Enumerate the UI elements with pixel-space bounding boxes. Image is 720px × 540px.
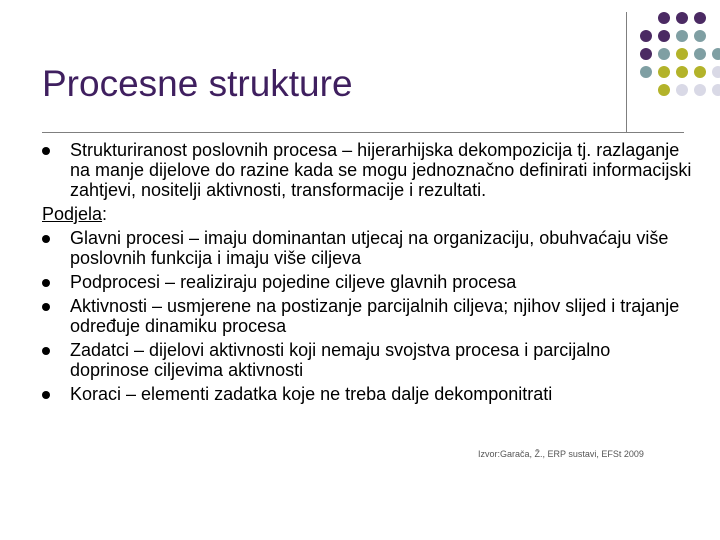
bullet-item	[42, 228, 692, 268]
division-heading-label: Podjela	[42, 204, 103, 224]
decorative-dot	[658, 84, 670, 96]
bullet-icon	[42, 303, 50, 311]
bullet-text: Podprocesi – realiziraju pojedine ciljeve glavnih procesa	[70, 272, 517, 292]
title-underline-divider	[42, 132, 684, 133]
bullet-text: Zadatci – dijelovi aktivnosti koji nemaju svojstva procesa i parcijalno doprinose ciljevima aktivnosti	[70, 340, 611, 380]
bullet-icon	[42, 391, 50, 399]
decorative-dot	[712, 84, 720, 96]
vertical-divider	[626, 12, 627, 132]
decorative-dot	[676, 48, 688, 60]
decorative-dot	[658, 48, 670, 60]
decorative-dot	[658, 66, 670, 78]
bullet-icon	[42, 347, 50, 355]
decorative-dot	[676, 30, 688, 42]
division-heading-colon: :	[102, 204, 108, 224]
decorative-dot	[712, 48, 720, 60]
bullet-icon	[42, 147, 50, 155]
decorative-dot	[694, 30, 706, 42]
bullet-item	[42, 340, 692, 380]
decorative-dot	[676, 84, 688, 96]
decorative-dot	[658, 30, 670, 42]
bullet-text: Glavni procesi – imaju dominantan utjecaj na organizaciju, obuhvaćaju više poslovnih funkcija i imaju više ciljeva	[70, 228, 669, 268]
decorative-dot	[676, 12, 688, 24]
decorative-dot	[658, 12, 670, 24]
decorative-dot	[694, 12, 706, 24]
slide-title: Procesne strukture	[42, 63, 353, 104]
decorative-dot	[694, 66, 706, 78]
source-citation: Izvor:Garača, Ž., ERP sustavi, EFSt 2009	[478, 449, 644, 459]
decorative-dot	[694, 48, 706, 60]
decorative-dot	[712, 66, 720, 78]
decorative-dot	[694, 84, 706, 96]
bullet-item	[42, 272, 692, 292]
division-heading	[42, 204, 692, 224]
slide-body	[42, 140, 692, 408]
decorative-dot	[676, 66, 688, 78]
bullet-icon	[42, 235, 50, 243]
bullet-text: Strukturiranost poslovnih procesa – hijerarhijska dekompozicija tj. razlaganje na manje dijelove do razine kada se mogu jednoznačno definirati informacijski zahtjevi, nositelji aktivnosti, transformacije i rezultati.	[70, 140, 692, 200]
bullet-item	[42, 384, 692, 404]
decorative-dot	[640, 30, 652, 42]
bullet-item	[42, 296, 692, 336]
decorative-dot	[640, 66, 652, 78]
bullet-icon	[42, 279, 50, 287]
bullet-text: Koraci – elementi zadatka koje ne treba dalje dekomponitrati	[70, 384, 553, 404]
bullet-item-intro	[42, 140, 692, 200]
bullet-text: Aktivnosti – usmjerene na postizanje parcijalnih ciljeva; njihov slijed i trajanje određuje dinamiku procesa	[70, 296, 680, 336]
decorative-dot	[640, 48, 652, 60]
